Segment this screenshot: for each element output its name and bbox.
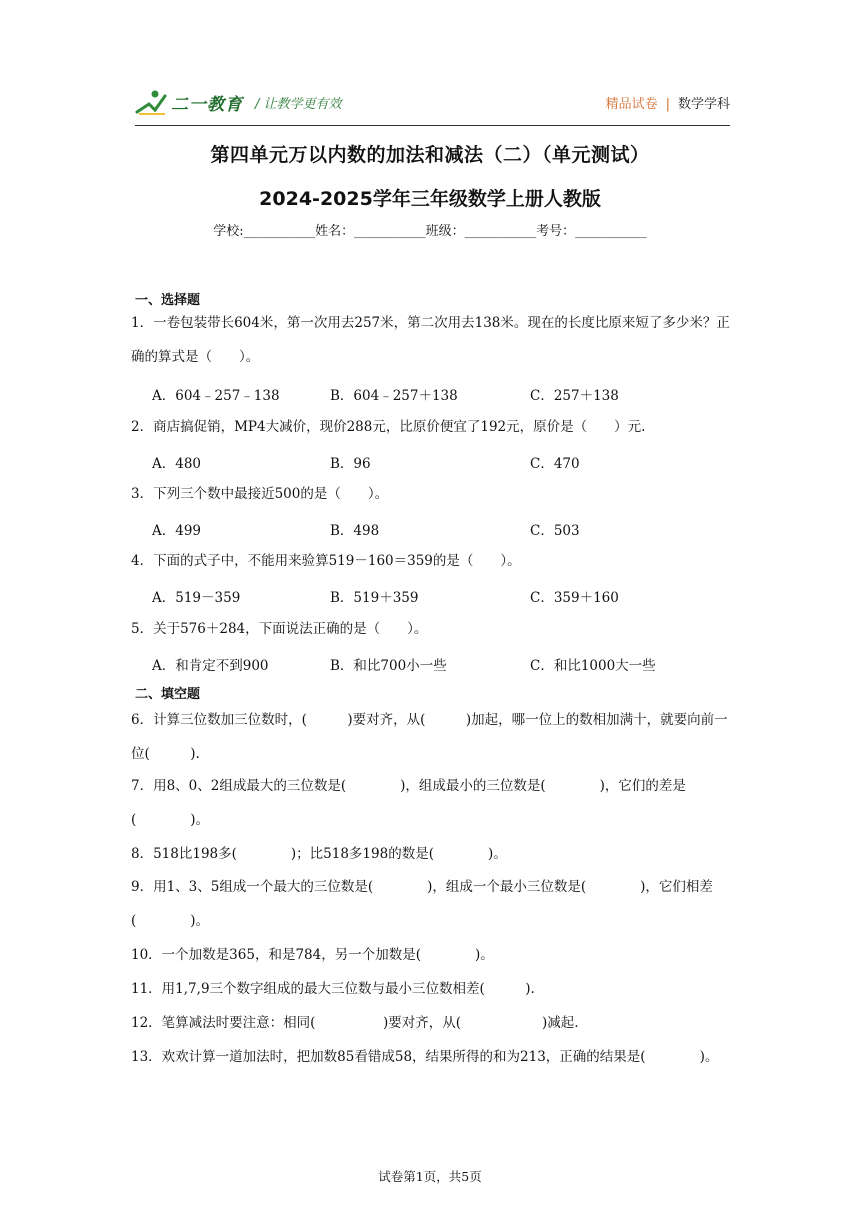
question-13: 13．欢欢计算一道加法时，把加数85看错成58，结果所得的和为213，正确的结果是( )。 bbox=[131, 1049, 719, 1065]
slogan: / 让教学更有效 bbox=[255, 97, 342, 112]
question-10: 10．一个加数是365，和是784，另一个加数是( )。 bbox=[131, 947, 494, 963]
question-6: 6．计算三位数加三位数时，( )要对齐，从( )加起，哪一位上的数相加满十，就要向前一位( ). bbox=[131, 712, 728, 762]
question-1-options bbox=[152, 384, 752, 404]
option-a: A．和肯定不到900 bbox=[152, 658, 269, 674]
option-a: A．499 bbox=[152, 523, 202, 539]
question-4: 4．下面的式子中，不能用来验算519－160＝359的是（ ）。 bbox=[131, 553, 521, 569]
question-9: 9．用1、3、5组成一个最大的三位数是( )，组成一个最小三位数是( )，它们相差( )。 bbox=[131, 879, 713, 929]
question-3: 3．下列三个数中最接近500的是（ ）。 bbox=[131, 486, 389, 502]
option-c: C．和比1000大一些 bbox=[530, 658, 656, 674]
header-separator: | bbox=[665, 97, 670, 112]
quality-tag: 精品试卷 bbox=[605, 97, 658, 112]
question-2-options bbox=[152, 452, 752, 472]
section-fill-heading: 二、填空题 bbox=[135, 687, 201, 702]
question-8: 8．518比198多( )；比518多198的数是( )。 bbox=[131, 846, 507, 862]
option-b: B．和比700小一些 bbox=[330, 658, 447, 674]
page-header bbox=[135, 86, 730, 126]
option-b: B．96 bbox=[330, 456, 371, 472]
page-subtitle: 2024-2025学年三年级数学上册人教版 bbox=[259, 188, 601, 210]
question-3-options bbox=[152, 519, 752, 539]
runner-logo-icon bbox=[135, 88, 169, 116]
option-b: B．604﹣257＋138 bbox=[330, 388, 458, 404]
question-12: 12．笔算减法时要注意：相同( )要对齐，从( )减起. bbox=[131, 1015, 579, 1031]
option-c: C．257＋138 bbox=[530, 388, 619, 404]
option-b: B．498 bbox=[330, 523, 380, 539]
logo-text: 二一教育 bbox=[171, 94, 243, 115]
question-7: 7．用8、0、2组成最大的三位数是( )，组成最小的三位数是( )，它们的差是( )。 bbox=[131, 778, 686, 828]
option-a: A．519－359 bbox=[152, 590, 241, 606]
student-info-line: 学校:___________姓名：___________班级：___________考号：___________ bbox=[213, 224, 647, 239]
option-a: A．604﹣257﹣138 bbox=[152, 388, 280, 404]
logo bbox=[135, 88, 243, 116]
question-5-options bbox=[152, 654, 752, 674]
header-rule bbox=[135, 125, 730, 126]
question-2: 2．商店搞促销，MP4大减价，现价288元，比原价便宜了192元，原价是（ ）元. bbox=[131, 419, 646, 435]
question-1: 1．一卷包装带长604米，第一次用去257米，第二次用去138米。现在的长度比原来短了多少米？正确的算式是（ ）。 bbox=[131, 315, 730, 365]
option-a: A．480 bbox=[152, 456, 202, 472]
option-c: C．359＋160 bbox=[530, 590, 619, 606]
question-4-options bbox=[152, 586, 752, 606]
option-c: C．503 bbox=[530, 523, 580, 539]
option-c: C．470 bbox=[530, 456, 580, 472]
section-choice-heading: 一、选择题 bbox=[135, 293, 201, 308]
subject-label: 数学学科 bbox=[677, 97, 730, 112]
question-5: 5．关于576＋284，下面说法正确的是（ ）。 bbox=[131, 621, 428, 637]
page-title: 第四单元万以内数的加法和减法（二）（单元测试） bbox=[210, 144, 650, 166]
question-11: 11．用1,7,9三个数字组成的最大三位数与最小三位数相差( ). bbox=[131, 981, 535, 997]
option-b: B．519＋359 bbox=[330, 590, 419, 606]
header-right bbox=[606, 93, 730, 112]
page-footer: 试卷第1页，共5页 bbox=[378, 1169, 482, 1184]
